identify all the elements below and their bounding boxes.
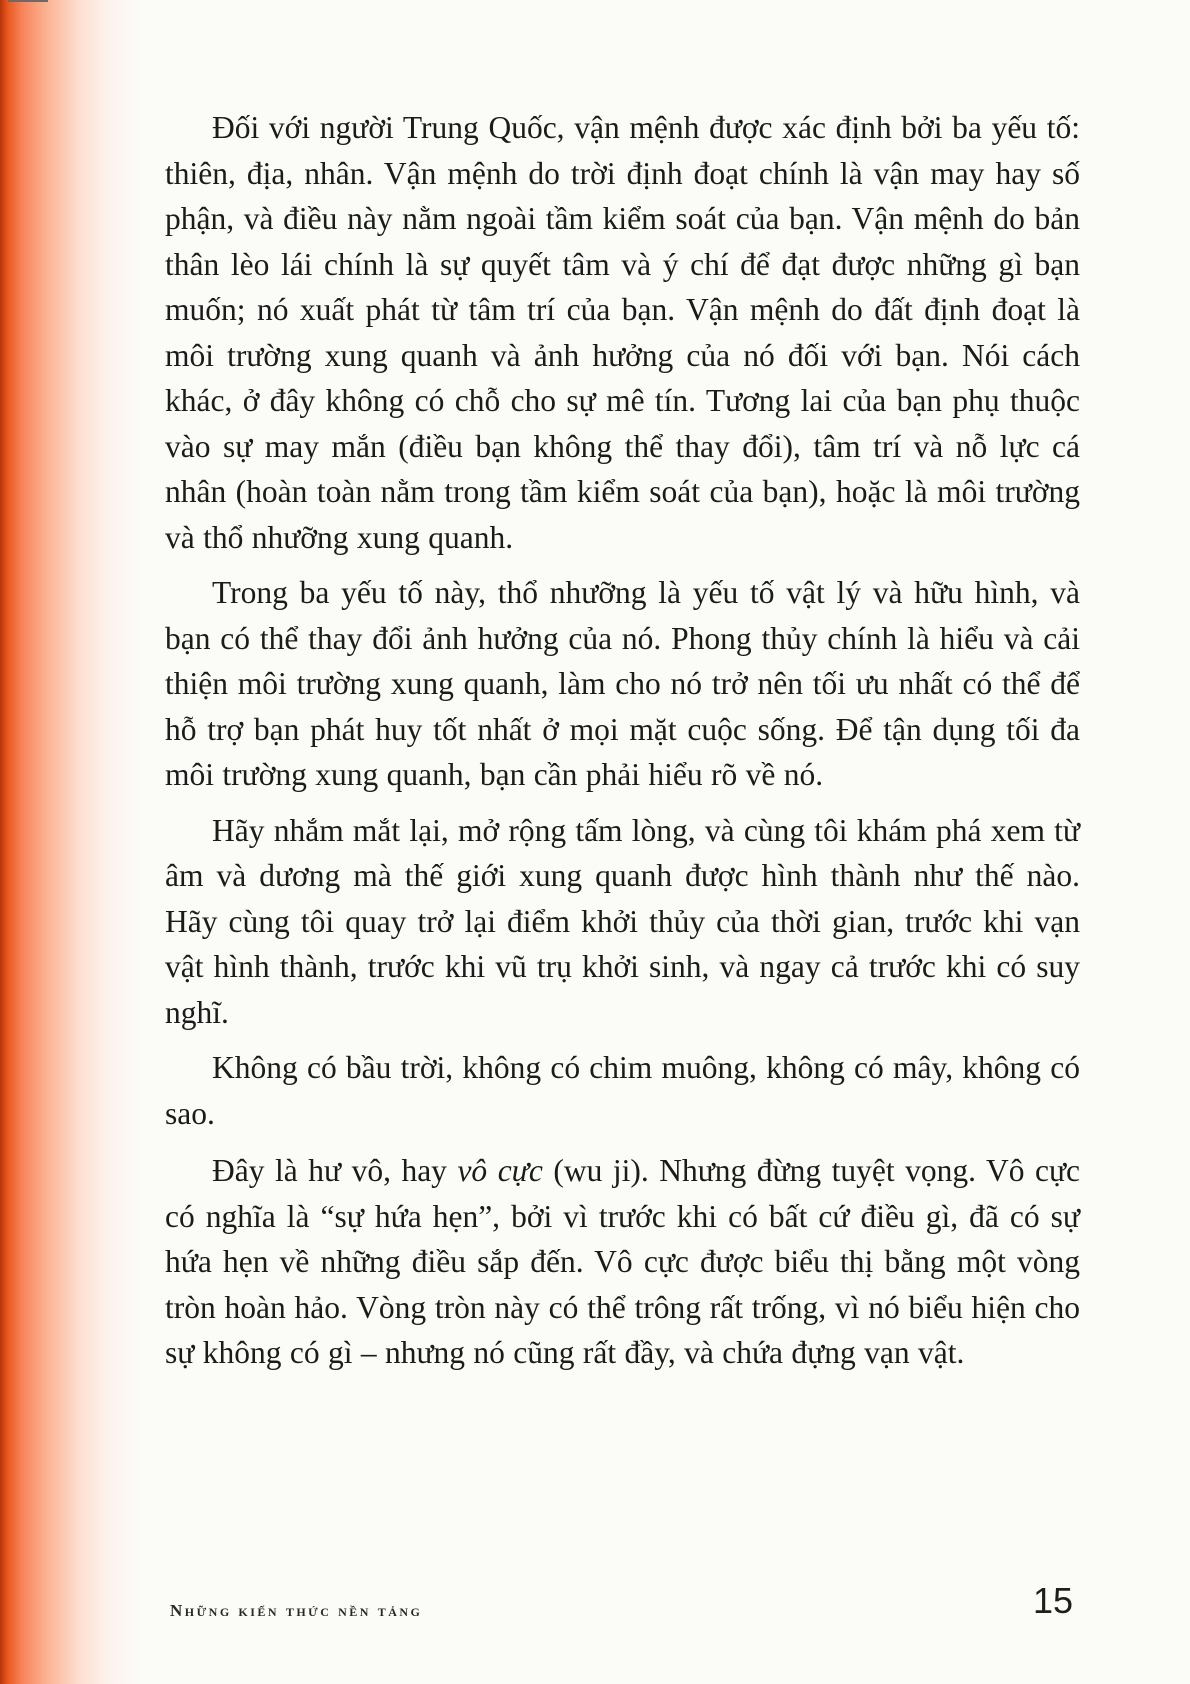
paragraph-1: Đối với người Trung Quốc, vận mệnh được xác định bởi ba yếu tố: thiên, địa, nhân. Vận mệnh do trời định đoạt chính là vận may hay số phận, và điều này nằm ngoài tầm kiểm soát của bạn. Vận mệnh do bản thân lèo lái chính là sự quyết tâm và ý chí để đạt được những gì bạn muốn; nó xuất phát từ tâm trí của bạn. Vận mệnh do đất định đoạt là môi trường xung quanh và ảnh hưởng của nó đối với bạn. Nói cách khác, ở đây không có chỗ cho sự mê tín. Tương lai của bạn phụ thuộc vào sự may mắn (điều bạn không thể thay đổi), tâm trí và nỗ lực cá nhân (hoàn toàn nằm trong tầm kiểm soát của bạn), hoặc là môi trường và thổ nhưỡng xung quanh.: [165, 110, 1080, 555]
running-footer-title: Những kiến thức nền tảng: [170, 1601, 423, 1620]
paragraph-2: Trong ba yếu tố này, thổ nhưỡng là yếu tố vật lý và hữu hình, và bạn có thể thay đổi ảnh hưởng của nó. Phong thủy chính là hiểu và cải thiện môi trường xung quanh, làm cho nó trở nên tối ưu nhất có thể để hỗ trợ bạn phát huy tốt nhất ở mọi mặt cuộc sống. Để tận dụng tối đa môi trường xung quanh, bạn cần phải hiểu rõ về nó.: [165, 575, 1080, 792]
paragraph-4: Không có bầu trời, không có chim muông, không có mây, không có sao.: [165, 1050, 1080, 1131]
body-text: [165, 105, 1080, 1386]
paragraph-5: [165, 1148, 1080, 1376]
paragraph-5-start: Đây là hư vô, hay: [212, 1153, 458, 1188]
paragraph-3: Hãy nhắm mắt lại, mở rộng tấm lòng, và cùng tôi khám phá xem từ âm và dương mà thế giới xung quanh được hình thành như thế nào. Hãy cùng tôi quay trở lại điểm khởi thủy của thời gian, trước khi vạn vật hình thành, trước khi vũ trụ khởi sinh, và ngay cả trước khi có suy nghĩ.: [165, 812, 1080, 1030]
scan-edge-line: [8, 0, 48, 2]
term-vo-cuc: vô cực: [457, 1153, 543, 1188]
paragraph-5-rest: (wu ji). Nhưng đừng tuyệt vọng. Vô cực có nghĩa là “sự hứa hẹn”, bởi vì trước khi có bất cứ điều gì, đã có sự hứa hẹn về những điều sắp đến. Vô cực được biểu thị bằng một vòng tròn hoàn hảo. Vòng tròn này có thể trông rất trống, vì nó biểu hiện cho sự không có gì – nhưng nó cũng rất đầy, và chứa đựng vạn vật.: [165, 1153, 1080, 1370]
page-number: 15: [1033, 1580, 1074, 1621]
book-spine-edge: [0, 0, 140, 1684]
